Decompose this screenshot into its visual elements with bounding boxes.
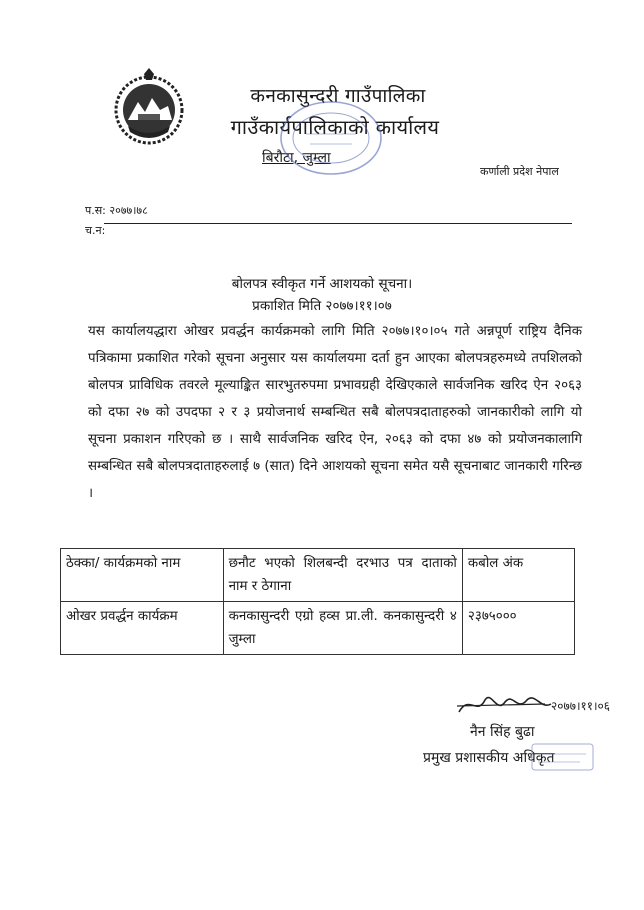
cell-contract-name: ओखर प्रवर्द्धन कार्यक्रम xyxy=(61,602,224,655)
header-bidder: छनौट भएको शिलबन्दी दरभाउ पत्र दाताको नाम र ठेगाना xyxy=(223,549,462,602)
notice-title: बोलपत्र स्वीकृत गर्ने आशयको सूचना। xyxy=(231,276,413,292)
published-date: प्रकाशित मिति २०७७।११।०७ xyxy=(252,298,392,314)
header-divider xyxy=(104,223,572,224)
cell-bid-amount: २३७५००० xyxy=(462,602,574,655)
reference-number: प.स: २०७७।७८ xyxy=(85,204,148,217)
cell-bidder: कनकासुन्दरी एग्रो हव्स प्रा.ली. कनकासुन्दरी ४ जुम्ला xyxy=(223,602,462,655)
signature-date: २०७७।११।०६ xyxy=(551,699,611,713)
office-name: गाउँकार्यपालिकाको कार्यालय xyxy=(230,115,440,139)
notice-body: यस कार्यालयद्धारा ओखर प्रवर्द्धन कार्यक्रमको लागि मिति २०७७।१०।०५ गते अन्नपूर्ण राष्ट्रिय दैनिक पत्रिकामा प्रकाशित गरेको सूचना अनुसार यस कार्यालयमा दर्ता हुन आएका बोलपत्रहरुमध्ये तपशिलको बोलपत्र प्राविधिक तवरले मूल्याङ्कित सारभुतरुपमा प्रभावग्रही देखिएकाले सार्वजनिक खरिद ऐन २०६३ को दफा २७ को उपदफा २ र ३ प्रयोजनार्थ सम्बन्धित सबै बोलपत्रदाताहरुको जानकारीको लागि यो सूचना प्रकाशन गरिएको छ । साथै सार्वजनिक खरिद ऐन, २०६३ को दफा ४७ को प्रयोजनकालागि सम्बन्धित सबै बोलपत्रदाताहरुलाई ७ (सात) दिने आशयको सूचना समेत यसै सूचनाबाट जानकारी गरिन्छ । xyxy=(88,324,582,501)
province-name: कर्णाली प्रदेश नेपाल xyxy=(480,165,559,178)
handwritten-signature xyxy=(455,686,620,722)
award-table xyxy=(60,548,575,655)
dispatch-number: च.न: xyxy=(85,224,106,237)
table-row xyxy=(61,602,575,655)
header-contract-name: ठेक्का/ कार्यक्रमको नाम xyxy=(61,549,224,602)
municipality-name: कनकासुन्दरी गाउँपालिका xyxy=(250,85,426,107)
nepal-emblem-icon xyxy=(108,68,190,148)
approval-stamp-icon xyxy=(530,742,595,772)
office-seal-stamp-icon xyxy=(276,98,386,178)
header-bid-amount: कबोल अंक xyxy=(462,549,574,602)
signatory-name: नैन सिंह बुढा xyxy=(470,724,535,740)
signatory-designation: प्रमुख प्रशासकीय अधिकृत xyxy=(423,750,555,766)
table-header-row xyxy=(61,549,575,602)
office-address: बिरौटा, जुम्ला xyxy=(262,150,331,166)
